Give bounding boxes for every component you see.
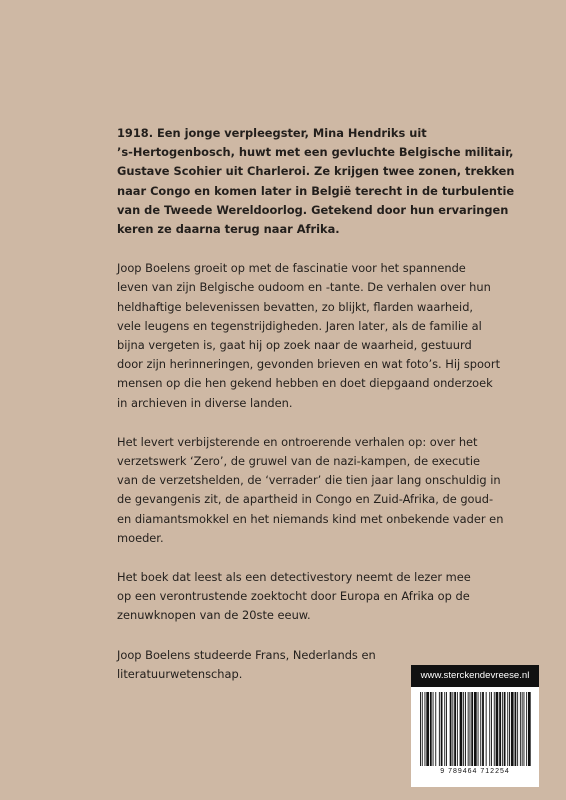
barcode-bars bbox=[419, 692, 531, 766]
barcode-bar bbox=[474, 692, 477, 766]
barcode-bar bbox=[494, 692, 495, 766]
barcode-bar bbox=[422, 692, 423, 766]
barcode-bar bbox=[520, 692, 521, 766]
barcode-bar bbox=[471, 692, 473, 766]
barcode-bar bbox=[463, 692, 464, 766]
body-paragraph: Het levert verbijsterende en ontroerende verhalen op: over het verzetswerk ‘Zero’, de gruwel van de nazi-kampen, de executie van de verzetshelden, de ‘verrader’ die tien jaar lang onschuldig in de gevangenis zit, de apartheid in Congo en Zuid-Afrika, de goud- en diamantsmokkel en het niemands kind met onbekende vader en moeder. bbox=[117, 434, 504, 545]
barcode-bar bbox=[441, 692, 443, 766]
barcode-bar bbox=[499, 692, 501, 766]
barcode-bar bbox=[509, 692, 510, 766]
barcode-bar bbox=[478, 692, 479, 766]
body-paragraph: Joop Boelens groeit op met de fascinatie voor het spannende leven van zijn Belgische oudoom en -tante. De verhalen over hun heldhaftige belevenissen bevatten, zo blijkt, flarden waarheid, vele leugens en tegenstrijdigheden. Jaren later, als de familie al bijna vergeten is, gaat hij op zoek naar de waarheid, gestuurd door zijn herinneringen, gevonden brieven en wat foto’s. Hij spoort mensen op die hen gekend hebben en doet diepgaand onderzoek in archieven in diverse landen. bbox=[117, 261, 501, 410]
barcode-bar bbox=[425, 692, 426, 766]
barcode-box bbox=[411, 665, 539, 787]
barcode-bar bbox=[450, 692, 452, 766]
author-bio: Joop Boelens studeerde Frans, Nederlands en literatuurwetenschap. bbox=[117, 647, 376, 681]
barcode-bar bbox=[491, 692, 492, 766]
barcode-bar bbox=[524, 692, 525, 766]
barcode-bar bbox=[502, 692, 503, 766]
barcode-bar bbox=[470, 692, 471, 766]
barcode-bar bbox=[465, 692, 466, 766]
lead-paragraph: 1918. Een jonge verpleegster, Mina Hendriks uit ’s-Hertogenbosch, huwt met een gevluchte Belgische militair, Gustave Scohier uit Charleroi. Ze krijgen twee zonen, trekken naar Congo en komen later in België terecht in de turbulentie van de Tweede Wereldoorlog. Getekend door hun ervaringen keren ze daarna terug naar Afrika. bbox=[117, 126, 515, 237]
barcode-bar bbox=[515, 692, 517, 766]
barcode-bar bbox=[435, 692, 436, 766]
barcode-bar bbox=[433, 692, 434, 766]
barcode-bar bbox=[526, 692, 527, 766]
barcode-bar bbox=[460, 692, 463, 766]
publisher-url: www.sterckendevreese.nl bbox=[411, 665, 539, 687]
barcode-bar bbox=[517, 692, 518, 766]
barcode-bar bbox=[482, 692, 484, 766]
barcode-bar bbox=[439, 692, 440, 766]
barcode-bar bbox=[507, 692, 508, 766]
barcode-bar bbox=[480, 692, 481, 766]
barcode-bar bbox=[468, 692, 469, 766]
barcode-bar bbox=[496, 692, 499, 766]
barcode-bar bbox=[444, 692, 445, 766]
body-paragraph: Het boek dat leest als een detectivestory neemt de lezer mee op een verontrustende zoektocht door Europa en Afrika op de zenuwknopen van de 20ste eeuw. bbox=[117, 570, 471, 623]
barcode-bar bbox=[446, 692, 447, 766]
barcode-bar bbox=[457, 692, 458, 766]
blurb-text bbox=[117, 124, 529, 704]
barcode-bar bbox=[522, 692, 523, 766]
barcode-bar bbox=[454, 692, 456, 766]
barcode-bar bbox=[489, 692, 490, 766]
barcode-bar bbox=[430, 692, 432, 766]
barcode-bar bbox=[528, 692, 531, 766]
barcode-bar bbox=[452, 692, 453, 766]
barcode-bar bbox=[486, 692, 487, 766]
barcode-bar bbox=[420, 692, 421, 766]
isbn-number: 9 789464 712254 bbox=[440, 768, 510, 775]
barcode-bar bbox=[511, 692, 514, 766]
barcode-bar bbox=[504, 692, 506, 766]
barcode-bar bbox=[426, 692, 429, 766]
